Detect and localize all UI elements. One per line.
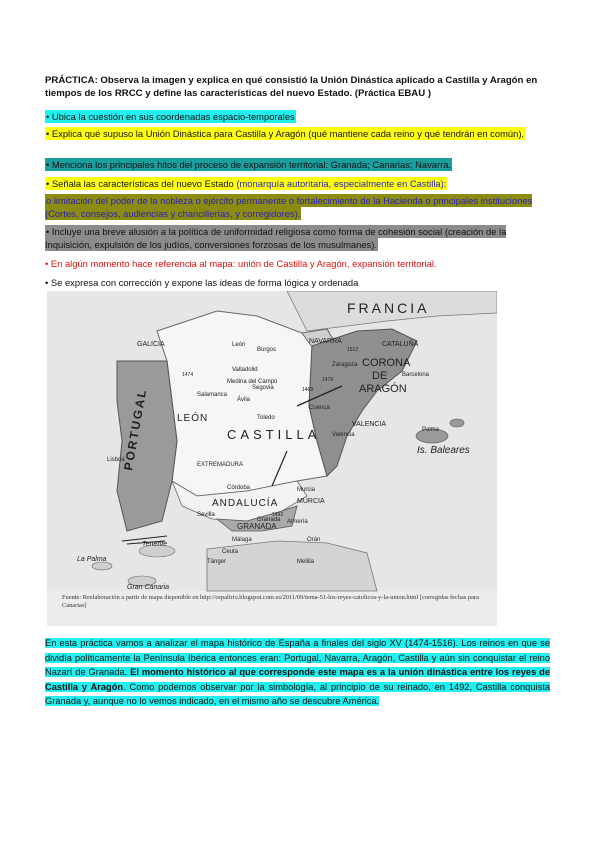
map-city: Ávila xyxy=(237,397,251,403)
answer-text-bold: El momento histórico al que corresponde este mapa es a la unión dinástica entre los reyes de Castilla y Aragón xyxy=(45,667,550,692)
criterion-2: • Explica qué supuso la Unión Dinástica para Castilla y Aragón (qué mantiene cada reino y qué tendrán en común). xyxy=(46,128,525,139)
map-city: León xyxy=(232,342,246,348)
map-year: 1474 xyxy=(182,372,194,378)
map-city: Toledo xyxy=(257,415,275,421)
map-label-galicia: GALICIA xyxy=(137,341,165,348)
map-label-cataluna: CATALUÑA xyxy=(382,341,419,348)
map-city: Valencia xyxy=(332,432,355,438)
map-city: Salamanca xyxy=(197,392,228,398)
map-year: 1469 xyxy=(302,387,314,393)
map-label-francia: FRANCIA xyxy=(347,300,430,316)
criterion-6: • En algún momento hace referencia al mapa: unión de Castilla y Aragón, expansión territorial. xyxy=(45,258,437,269)
map-city: Orán xyxy=(307,537,321,543)
map-city: Granada xyxy=(257,517,281,523)
criterion-1: • Ubica la cuestión en sus coordenadas espacio-temporales xyxy=(46,111,295,122)
answer-text: . Como podemos observar por la simbología, al principio de su reinado, en 1492, Castilla conquista Granada y, aunque no lo vemos indicado, en el mismo año se descubre América. xyxy=(45,681,550,706)
map-city: Valladolid xyxy=(232,367,258,373)
criterion-4-subpoints: o limitación del poder de la nobleza o ejército permanente o fortalecimiento de la Hacienda o principales instituciones (Cortes, consejos, audiencias y chancillerías, y corregidores). xyxy=(45,195,533,219)
map-label-portugal: PORTUGAL xyxy=(121,387,150,472)
map-city: Medina del Campo xyxy=(227,379,278,385)
map-label-baleares: Is. Baleares xyxy=(417,445,470,456)
map-city: Palma xyxy=(422,427,440,433)
map-city: Córdoba xyxy=(227,485,251,491)
map-city: Tánger xyxy=(207,559,227,565)
map-canarias-island: Gran Canaria xyxy=(127,584,170,591)
map-label-de: DE xyxy=(372,370,388,382)
map-city: Segovia xyxy=(252,385,274,391)
map-label-castilla: CASTILLA xyxy=(227,427,321,442)
map-city: Zaragoza xyxy=(332,362,358,368)
map-label-granada: GRANADA xyxy=(237,522,277,531)
map-city: Lisboa xyxy=(107,457,125,463)
map-city: Melilla xyxy=(297,559,315,565)
map-canarias-island: Tenerife xyxy=(142,541,168,548)
map-label-navarra: NAVARRA xyxy=(309,338,342,345)
criterion-7: • Se expresa con corrección y expone las ideas de forma lógica y ordenada xyxy=(45,277,359,288)
answer-paragraph xyxy=(45,636,550,709)
map-city: Sevilla xyxy=(197,512,215,518)
map-year: 1492 xyxy=(272,512,284,518)
map-label-andalucia: ANDALUCÍA xyxy=(212,498,279,509)
map-year: 1479 xyxy=(322,377,334,383)
answer-text: En esta práctica vamos a analizar el mapa histórico de España a finales del siglo XV (1474-1516). Los reinos en que se dividía políticamente la Península Ibérica entonces eran: Portugal, Navarra, Aragón, Castilla y aún sin conquistar el reino Nazarí de Granada. xyxy=(45,638,550,677)
criterion-5: • Incluye una breve alusión a la política de uniformidad religiosa como forma de cohesión social (creación de la Inquisición, expulsión de los judíos, conversiones forzosas de los musulmanes). xyxy=(45,226,507,250)
map-label-aragon: ARAGÓN xyxy=(359,383,407,395)
map-city: Málaga xyxy=(232,537,252,543)
map-label-corona: CORONA xyxy=(362,357,411,369)
map-city: Almería xyxy=(287,519,308,525)
map-year: 1512 xyxy=(347,347,359,353)
criterion-3: • Menciona los principales hitos del proceso de expansión territorial: Granada; Canarias; Navarra. xyxy=(46,159,452,170)
map-canarias-island: La Palma xyxy=(77,556,107,563)
map-label-valencia: VALENCIA xyxy=(352,421,387,428)
map-city: Murcia xyxy=(297,487,316,493)
map-city: Burgos xyxy=(257,347,277,353)
historical-map xyxy=(47,291,497,626)
map-city: Barcelona xyxy=(402,372,430,378)
map-city: Cuenca xyxy=(309,405,330,411)
criterion-4: • Señala las características del nuevo Estado (monarquía autoritaria, especialmente en Castilla): xyxy=(46,178,447,189)
map-city: Ceuta xyxy=(222,549,239,555)
map-label-murcia: MURCIA xyxy=(297,498,325,505)
map-label-leon: LEÓN xyxy=(177,413,209,424)
map-source-caption: Fuente: Reelaboración a partir de mapa disponible en http://cepalirio.blogspot.com.es/2011/09/tema-51-los-reyes-catolicos-y-la-union.html [corregidas fechas para Canarias] xyxy=(62,594,479,609)
page-title: PRÁCTICA: Observa la imagen y explica en qué consistió la Unión Dinástica aplicado a Castilla y Aragón en tiempos de los RRCC y define las características del nuevo Estado. (Práctica EBAU ) xyxy=(45,75,538,99)
map-label-extremadura: EXTREMADURA xyxy=(197,462,244,468)
